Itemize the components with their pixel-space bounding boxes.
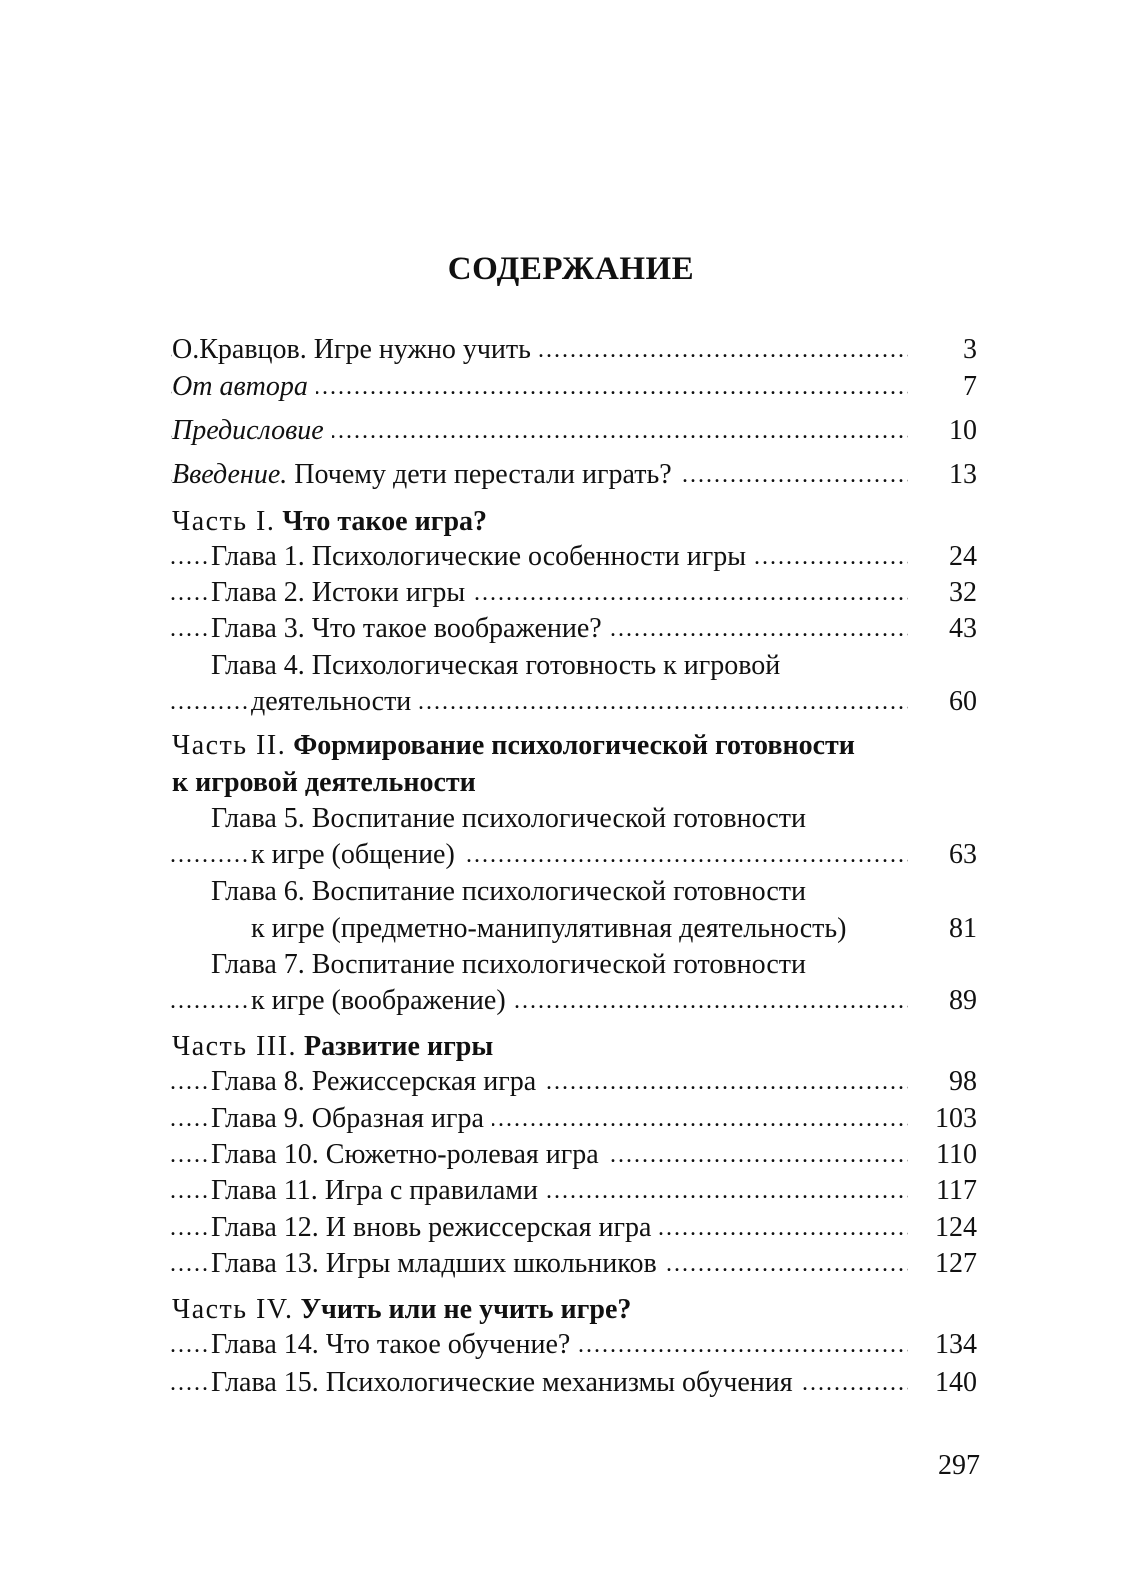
toc-entry-label: От автора <box>172 369 316 405</box>
toc-entry-label: Глава 7. Воспитание психологической готовности <box>211 947 814 983</box>
toc-part-1[interactable] <box>0 504 1142 540</box>
toc-page-number: 43 <box>949 613 977 644</box>
toc-entry-label: О.Кравцов. Игре нужно учить <box>172 332 539 368</box>
toc-part-3[interactable] <box>0 1029 1142 1065</box>
toc-entry-label: Глава 4. Психологическая готовность к игровой <box>211 648 788 684</box>
toc-part-title: Формирование психологической готовности <box>286 730 855 761</box>
toc-chapter-8[interactable] <box>0 1064 1142 1100</box>
toc-page-number: 63 <box>949 839 977 870</box>
toc-chapter-4-line-1[interactable] <box>0 648 1142 684</box>
toc-part-2-line-1[interactable] <box>0 728 1142 764</box>
toc-page-number: 124 <box>935 1212 977 1243</box>
toc-part-label <box>172 1029 501 1065</box>
toc-page-number: 140 <box>935 1367 977 1398</box>
toc-entry-label: Глава 14. Что такое обучение? <box>211 1327 578 1363</box>
toc-entry-label: Глава 2. Истоки игры <box>211 575 473 611</box>
toc-entry-label: Предисловие <box>172 413 332 449</box>
toc-chapter-15[interactable] <box>0 1365 1142 1401</box>
toc-chapter-2[interactable] <box>0 575 1142 611</box>
toc-part-title: к игровой деятельности <box>172 765 484 801</box>
toc-entry-label <box>172 457 680 493</box>
toc-part-title: Что такое игра? <box>275 506 488 537</box>
toc-page-number: 127 <box>935 1248 977 1279</box>
toc-part-label <box>172 728 863 764</box>
toc-chapter-3[interactable] <box>0 611 1142 647</box>
toc-entry-label: к игре (общение) <box>251 837 463 873</box>
toc-part-prefix: Часть II. <box>172 730 287 761</box>
toc-part-2-line-2[interactable] <box>0 765 1142 801</box>
toc-entry-label: Глава 15. Психологические механизмы обучения <box>211 1365 801 1401</box>
toc-chapter-5-line-2[interactable] <box>0 837 1142 873</box>
toc-entry-label: Глава 1. Психологические особенности игры <box>211 539 754 575</box>
toc-page-number: 134 <box>935 1329 977 1360</box>
toc-part-title: Учить или не учить игре? <box>293 1294 632 1325</box>
toc-page-number: 103 <box>935 1103 977 1134</box>
toc-chapter-11[interactable] <box>0 1173 1142 1209</box>
toc-chapter-5-line-1[interactable] <box>0 801 1142 837</box>
toc-entry-label: Глава 10. Сюжетно-ролевая игра <box>211 1137 607 1173</box>
toc-page-number: 24 <box>949 541 977 572</box>
toc-page-number: 110 <box>936 1139 977 1170</box>
toc-entry-label: Глава 9. Образная игра <box>211 1101 492 1137</box>
toc-chapter-10[interactable] <box>0 1137 1142 1173</box>
toc-page-number: 117 <box>936 1175 977 1206</box>
toc-entry-label: Глава 12. И вновь режиссерская игра <box>211 1210 659 1246</box>
toc-entry-label: к игре (предметно-манипулятивная деятельность) <box>251 911 854 947</box>
toc-entry-label: Глава 8. Режиссерская игра <box>211 1064 544 1100</box>
toc-chapter-7-line-1[interactable] <box>0 947 1142 983</box>
toc-page-number: 98 <box>949 1066 977 1097</box>
toc-entry-preface[interactable] <box>0 413 1142 449</box>
toc-entry-label: Глава 11. Игра с правилами <box>211 1173 546 1209</box>
toc-entry-from-author[interactable] <box>0 369 1142 405</box>
toc-chapter-6-line-1[interactable] <box>0 874 1142 910</box>
toc-entry-label: Глава 3. Что такое воображение? <box>211 611 610 647</box>
toc-chapter-6-line-2[interactable] <box>0 911 1142 947</box>
toc-entry-label: деятельности <box>251 684 419 720</box>
toc-chapter-1[interactable] <box>0 539 1142 575</box>
toc-page-number: 13 <box>949 459 977 490</box>
toc-page-number: 89 <box>949 985 977 1016</box>
toc-chapter-14[interactable] <box>0 1327 1142 1363</box>
toc-part-label <box>172 504 495 540</box>
toc-part-prefix: Часть III. <box>172 1031 298 1062</box>
page-title: СОДЕРЖАНИЕ <box>447 251 695 287</box>
toc-chapter-7-line-2[interactable] <box>0 983 1142 1019</box>
toc-entry-label: Глава 13. Игры младших школьников <box>211 1246 665 1282</box>
toc-part-prefix: Часть I. <box>172 506 276 537</box>
toc-chapter-9[interactable] <box>0 1101 1142 1137</box>
toc-chapter-13[interactable] <box>0 1246 1142 1282</box>
toc-page-number: 60 <box>949 686 977 717</box>
toc-part-title: Развитие игры <box>297 1031 494 1062</box>
page-number: 297 <box>938 1450 980 1481</box>
toc-chapter-4-line-2[interactable] <box>0 684 1142 720</box>
toc-page-number: 10 <box>949 415 977 446</box>
toc-entry-title: Почему дети перестали играть? <box>287 459 672 490</box>
toc-page-number: 3 <box>963 334 977 365</box>
toc-entry-foreword-kravtsov[interactable] <box>0 332 1142 368</box>
toc-page-number: 81 <box>949 913 977 944</box>
toc-entry-prefix: Введение. <box>172 459 288 490</box>
toc-part-4[interactable] <box>0 1292 1142 1328</box>
toc-part-label <box>172 1292 639 1328</box>
toc-page-number: 32 <box>949 577 977 608</box>
toc-entry-introduction[interactable] <box>0 457 1142 493</box>
toc-part-prefix: Часть IV. <box>172 1294 294 1325</box>
toc-page-number: 7 <box>963 371 977 402</box>
toc-chapter-12[interactable] <box>0 1210 1142 1246</box>
toc-entry-label: к игре (воображение) <box>251 983 514 1019</box>
toc-entry-label: Глава 5. Воспитание психологической готовности <box>211 801 814 837</box>
toc-entry-label: Глава 6. Воспитание психологической готовности <box>211 874 814 910</box>
